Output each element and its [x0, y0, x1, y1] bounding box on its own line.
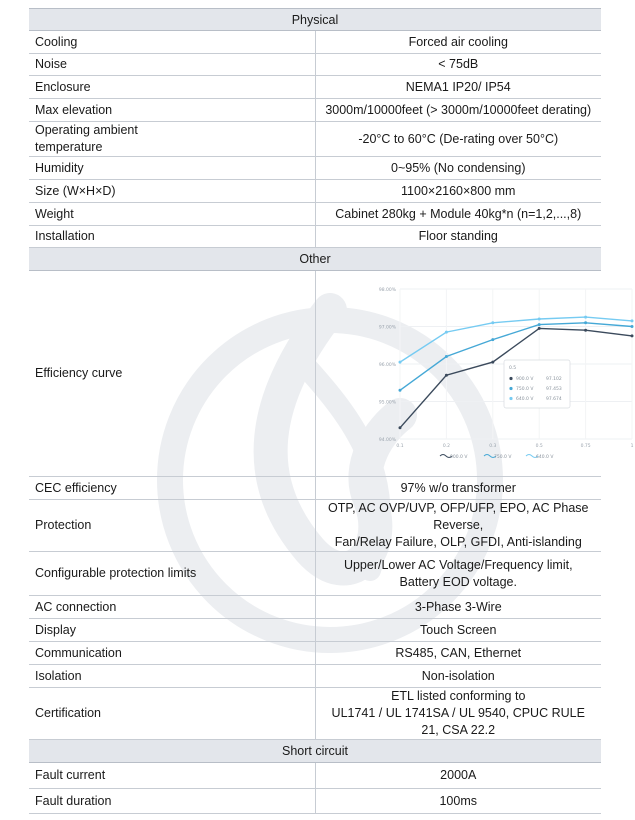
tooltip-marker — [509, 386, 512, 389]
data-point — [444, 330, 447, 333]
spec-label — [29, 54, 315, 76]
data-point — [630, 325, 633, 328]
data-point — [491, 360, 494, 363]
spec-value — [315, 76, 601, 99]
spec-value — [315, 642, 601, 665]
spec-label — [29, 552, 315, 596]
spec-value-line: OTP, AC OVP/UVP, OFP/UFP, EPO, AC Phase Reverse, — [327, 501, 589, 532]
spec-label-line: Max elevation — [35, 102, 113, 117]
tooltip-header: 0.5 — [508, 365, 516, 371]
legend-entry: 750.0 V — [493, 454, 511, 460]
spec-label-line: Display — [35, 622, 76, 637]
spec-label — [29, 642, 315, 665]
spec-value — [315, 203, 601, 226]
legend-entry: 640.0 V — [535, 454, 553, 460]
data-point — [630, 334, 633, 337]
spec-value-line: 97% w/o transformer — [400, 480, 516, 495]
spec-value-line: 0~95% (No condensing) — [391, 160, 526, 175]
spec-row — [29, 271, 601, 477]
spec-label — [29, 789, 315, 814]
spec-value — [315, 789, 601, 814]
spec-row — [29, 688, 601, 740]
spec-value-line: 3000m/10000feet (> 3000m/10000feet derating) — [325, 102, 592, 117]
spec-label-line: Humidity — [35, 160, 84, 175]
spec-value — [315, 619, 601, 642]
spec-label-line: Enclosure — [35, 79, 91, 94]
section-header — [29, 740, 601, 763]
spec-label-line: temperature — [35, 140, 103, 154]
spec-label-line: Fault duration — [35, 793, 112, 808]
y-tick-label: 94.00% — [378, 437, 396, 443]
efficiency-chart-cell — [315, 271, 633, 477]
data-point — [491, 321, 494, 324]
spec-label-line: Certification — [35, 706, 101, 720]
data-point — [398, 426, 401, 429]
spec-label — [29, 619, 315, 642]
spec-label — [29, 31, 315, 54]
spec-label-line: Efficiency curve — [35, 366, 123, 380]
spec-value-line: Cabinet 280kg + Module 40kg*n (n=1,2,...,8) — [335, 206, 582, 221]
spec-row — [29, 763, 601, 789]
x-tick-label: 0.5 — [535, 443, 543, 449]
spec-value-line: Forced air cooling — [408, 34, 508, 49]
x-tick-label: 0.3 — [488, 443, 496, 449]
data-point — [584, 321, 587, 324]
data-point — [537, 323, 540, 326]
spec-label-line: Communication — [35, 645, 122, 660]
spec-label — [29, 477, 315, 500]
data-point — [630, 319, 633, 322]
spec-value — [315, 552, 601, 596]
spec-label — [29, 226, 315, 248]
spec-row — [29, 180, 601, 203]
spec-label-line: Operating ambient — [35, 123, 138, 137]
spec-table — [29, 8, 633, 814]
spec-row — [29, 122, 601, 157]
spec-value-line: Floor standing — [418, 229, 498, 243]
spec-label-line: Protection — [35, 518, 92, 532]
spec-row — [29, 54, 601, 76]
data-point — [584, 315, 587, 318]
spec-label — [29, 763, 315, 789]
spec-value — [315, 122, 601, 157]
spec-row — [29, 76, 601, 99]
spec-value-line: < 75dB — [438, 57, 479, 71]
spec-value — [315, 500, 601, 552]
spec-value — [315, 596, 601, 619]
spec-row — [29, 157, 601, 180]
spec-row — [29, 226, 601, 248]
spec-value-line: UL1741 / UL 1741SA / UL 9540, CPUC RULE 21, CSA 22.2 — [331, 706, 585, 737]
spec-value — [315, 477, 601, 500]
section-title: Other — [29, 248, 601, 271]
spec-value-line: 100ms — [439, 793, 478, 808]
x-tick-label: 0.2 — [442, 443, 450, 449]
spec-value-line: 3-Phase 3-Wire — [414, 599, 502, 614]
spec-label-line: Fault current — [35, 768, 106, 782]
data-point — [584, 328, 587, 331]
spec-label-line: CEC efficiency — [35, 480, 117, 495]
spec-label-line: Noise — [35, 57, 67, 71]
spec-label-line: Installation — [35, 229, 95, 243]
spec-row — [29, 203, 601, 226]
spec-label — [29, 122, 315, 157]
spec-value — [315, 99, 601, 122]
y-tick-label: 98.00% — [378, 287, 396, 293]
x-tick-label: 0.75 — [580, 443, 591, 449]
section-title: Physical — [29, 9, 601, 31]
spec-label — [29, 180, 315, 203]
spec-label-line: Isolation — [35, 668, 82, 683]
tooltip-series-name: 640.0 V — [515, 396, 533, 402]
y-tick-label: 96.00% — [378, 362, 396, 368]
spec-value — [315, 763, 601, 789]
spec-value-line: Fan/Relay Failure, OLP, GFDI, Anti-islanding — [334, 535, 582, 549]
spec-label — [29, 665, 315, 688]
spec-value-line: Upper/Lower AC Voltage/Frequency limit, — [343, 557, 573, 572]
y-tick-label: 95.00% — [378, 400, 396, 405]
spec-value-line: -20°C to 60°C (De-rating over 50°C) — [358, 131, 559, 146]
spec-label — [29, 203, 315, 226]
spec-row — [29, 31, 601, 54]
tooltip-marker — [509, 396, 512, 399]
data-point — [537, 326, 540, 329]
tooltip-series-value: 97.674 — [545, 396, 562, 402]
spec-label-line: Weight — [35, 206, 74, 221]
tooltip-series-value: 97.453 — [545, 386, 562, 392]
spec-row — [29, 552, 601, 596]
spec-row — [29, 642, 601, 665]
spec-label-line: AC connection — [35, 599, 117, 614]
spec-value-line: 2000A — [440, 768, 477, 782]
data-point — [398, 360, 401, 363]
spec-row — [29, 477, 601, 500]
spec-row — [29, 500, 601, 552]
section-header — [29, 248, 601, 271]
spec-label — [29, 500, 315, 552]
spec-label-line: Cooling — [35, 34, 78, 49]
spec-label — [29, 688, 315, 740]
spec-value — [315, 688, 601, 740]
efficiency-chart — [322, 274, 635, 474]
tooltip-series-name: 750.0 V — [515, 386, 533, 392]
data-point — [398, 388, 401, 391]
tooltip-marker — [509, 376, 512, 379]
spec-value-line: Battery EOD voltage. — [399, 574, 517, 589]
spec-label — [29, 596, 315, 619]
tooltip-series-value: 97.102 — [545, 376, 562, 382]
spec-row — [29, 789, 601, 814]
spec-value — [315, 54, 601, 76]
data-point — [537, 317, 540, 320]
spec-row — [29, 596, 601, 619]
spec-value-line: Touch Screen — [420, 622, 497, 637]
spec-row — [29, 99, 601, 122]
legend-entry: 900.0 V — [449, 454, 467, 460]
spec-label-line: Size (W×H×D) — [35, 183, 116, 198]
data-point — [491, 338, 494, 341]
y-tick-label: 97.00% — [378, 325, 396, 330]
section-header — [29, 9, 601, 31]
x-tick-label: 0.1 — [395, 443, 404, 449]
spec-value — [315, 180, 601, 203]
spec-label-line: Configurable protection limits — [35, 566, 197, 580]
spec-value — [315, 31, 601, 54]
x-tick-label: 1 — [630, 443, 633, 449]
spec-label — [29, 157, 315, 180]
spec-label — [29, 271, 315, 477]
spec-value — [315, 665, 601, 688]
data-point — [444, 373, 447, 376]
spec-value-line: ETL listed conforming to — [391, 689, 526, 703]
spec-value-line: Non-isolation — [421, 668, 495, 683]
spec-value-line: RS485, CAN, Ethernet — [395, 645, 522, 660]
tooltip-series-name: 900.0 V — [515, 376, 533, 382]
spec-row — [29, 665, 601, 688]
section-title: Short circuit — [29, 740, 601, 763]
spec-label — [29, 99, 315, 122]
spec-value — [315, 157, 601, 180]
spec-value-line: NEMA1 IP20/ IP54 — [405, 79, 511, 94]
spec-row — [29, 619, 601, 642]
spec-label — [29, 76, 315, 99]
data-point — [444, 355, 447, 358]
spec-value-line: 1100×2160×800 mm — [401, 183, 516, 198]
spec-value — [315, 226, 601, 248]
